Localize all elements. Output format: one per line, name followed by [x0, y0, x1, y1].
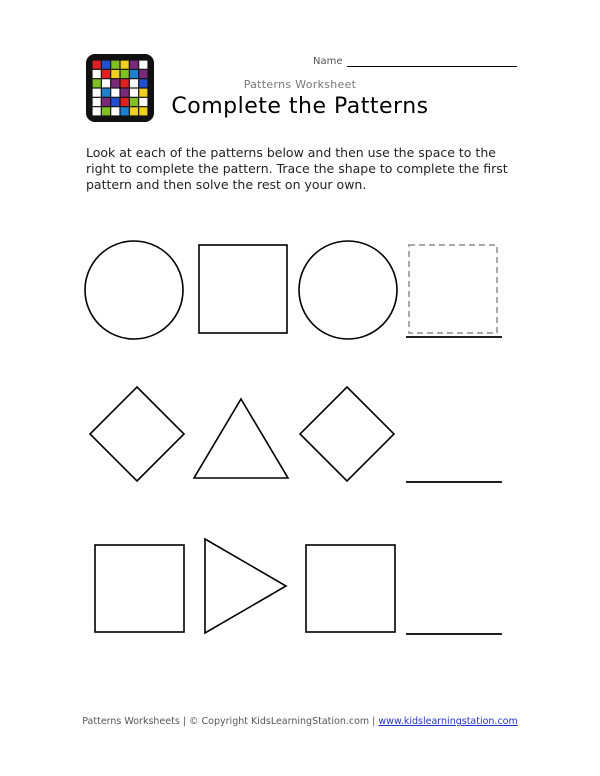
footer: [0, 716, 600, 727]
triangle-icon: [194, 399, 288, 478]
footer-link[interactable]: www.kidslearningstation.com: [378, 716, 518, 727]
instructions-text: Look at each of the patterns below and then use the space to the right to complete the pattern. Trace the shape to complete the first pattern and then solve the rest on your own.: [86, 145, 508, 192]
circle-icon: [299, 241, 397, 339]
pattern-row-2: [90, 387, 502, 482]
page-title: Complete the Patterns: [171, 94, 429, 119]
diamond-icon: [300, 387, 394, 481]
square-icon: [199, 245, 287, 333]
square-icon: [95, 545, 184, 632]
right-triangle-icon: [205, 539, 286, 633]
worksheet-subtitle: Patterns Worksheet: [243, 78, 357, 91]
pattern-row-3: [95, 539, 502, 634]
pattern-row-1: [85, 241, 502, 339]
dashed-square-icon[interactable]: [409, 245, 497, 333]
circle-icon: [85, 241, 183, 339]
diamond-icon: [90, 387, 184, 481]
square-icon: [306, 545, 395, 632]
footer-copyright: Patterns Worksheets | © Copyright KidsLearningStation.com |: [82, 716, 379, 727]
name-label: Name: [313, 56, 343, 67]
